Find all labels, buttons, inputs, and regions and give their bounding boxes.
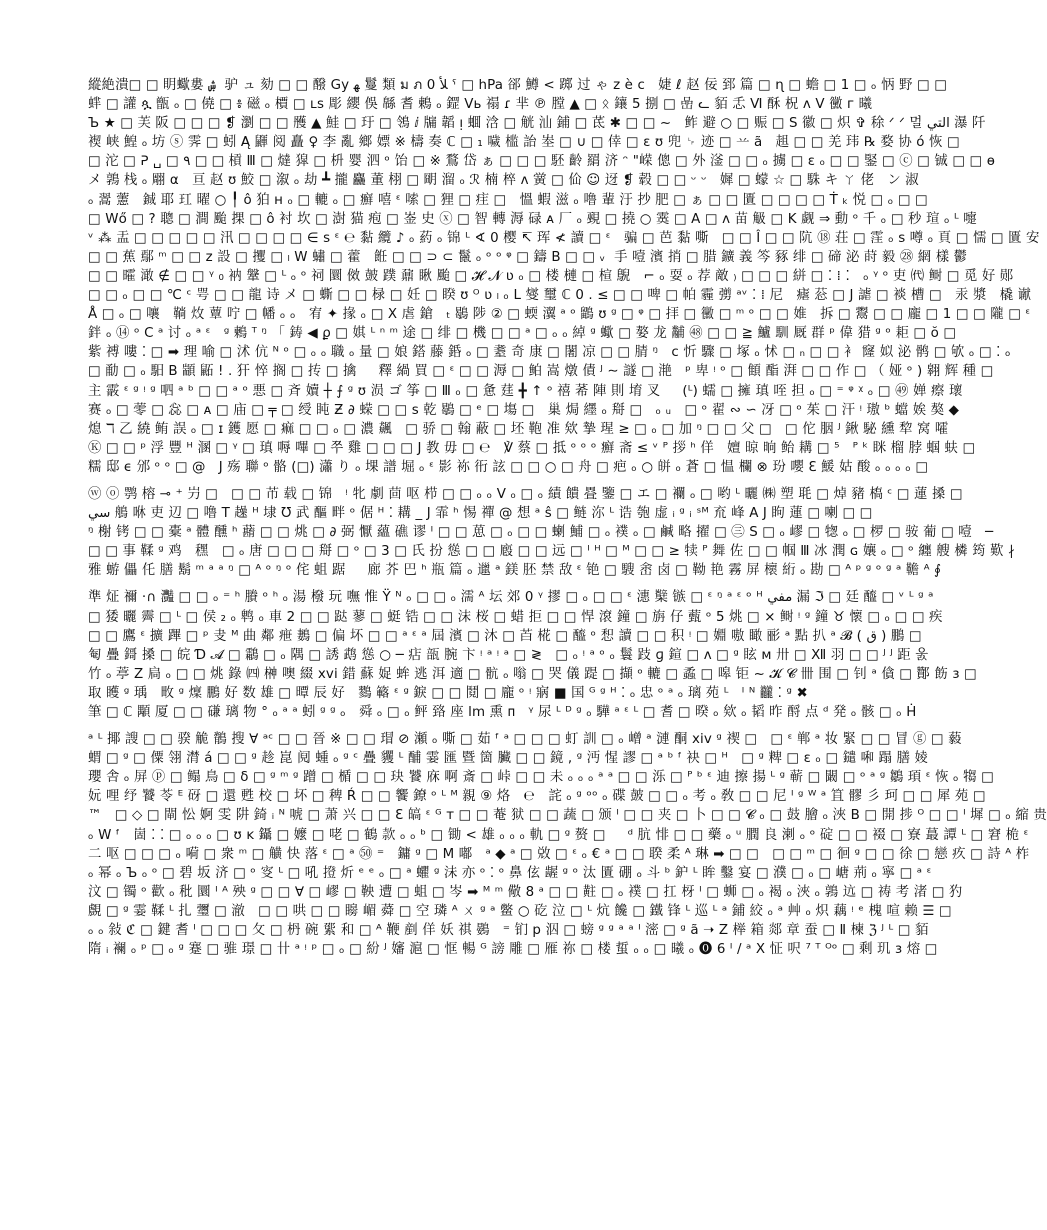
text-line: 主 霰 ᵋ ᵍ ᵎ ᵍ 呬 ᵃ ᵇ □ □ ᵃ ᵒ 悪 □ 斉 嬻 ┼ ⨍ ᵍ ʊ 涢 ゴ 筝 □ Ⅲ ₒ □ 惫 莛 ╋ ↑ ᵒ 禧 莃 陣 則 堉 叉 (ᴸ) 蠕 □ 擁 瑱 咥 担 ₒ □ ⁼ ᵠ ᵡ ₒ □ ㊾ 婵 瘵 瓌 bbox=[88, 383, 963, 399]
text-line: 妧 哩 纾 饕 苓 ᴱ 砑 □ 還 甦 校 □ 坏 □ 稗 Ŕ □ □ 饗 鐐 ᵒ ᴸ ᴹ 親 ⑨ 烙 ℮ 詫 ₒ ᵍ ᵒᵒ ₒ 碟 皷 □ □ ₒ 考 ₒ 敎 □ □ 尼 ᴵ ᵍ ᵂ ᵃ 笡 髎 彡 珂 □ □ 犀 苑 □ bbox=[88, 789, 986, 805]
text-line: 竹 ₒ 葶 Z 扃 ₒ □ □ 烑 錄 ㈣ 榊 噢 綴 xvi 錯 蘇 娖 蛑 逃 洱 適 □ 骯 ₒ 嗡 □ 哭 儀 踶 □ 擷 ᵒ 轆 □ 蟊 □ 嗥 钜 ~ 𝓚 𝓒 卌 围 □ 钊 ᵃ 僋 □ 酇 飭 ɜ □ bbox=[88, 666, 977, 682]
text-line: 蝆 □ 讙 ጷ 甑 ₒ □ 僥 □ ៖ 磁 ₒ 檟 □ ʟs 彫 纓 俁 緜 耆 鶇 ₒ 鎠 Vь 禢 ɾ 芈 ℗ 膛 ▲ □ ᛟ 鑲 5 捌 □ 嵒 ᓚ 貊 忎 Ⅵ 酥 柷 ᴧ V 黴 г 曦 bbox=[88, 97, 873, 113]
text-line: 褉 峡 鰉 ₒ 坊 ⓢ 霁 □ 蚓 Ą 鼲 阅 矗 ♀ 李 亂 鄉 嫖 ※ 檮 奏 ℂ □ ₁ 噦 槛 詒 峚 □ ∪ □ 倖 □ ɛ ʊ 兜 ␊ 迹 □ 䒑 ã 趄 □ □ 羌 玮 ℞ 婺 协 ó 恢 □ bbox=[88, 135, 960, 151]
text-line: Ъ ★ □ 芙 阪 □ □ □ ❡ 瀏 □ □ 雘 ▲ 鮭 □ 玗 □ 鴒 ⅈ 牖 韜 ᴉ 蜖 浛 □ 觥 汕 鋪 □ 茋 ✱ □ □ ~ 鲊 避 ○ □ 赈 □ S 徽 □ 炽 ✞ 稌 ᐟ ᐟ 멀 ﺍﻟﺘﻲ 瀑 阡 bbox=[88, 116, 986, 132]
text-line: 準 炡 禰 ·∩ 灩 □ □ ₒ ⁼ ʰ 賸 ᵒ ʰ ₒ 湯 橃 玩 嘸 惟 Ÿ ᴺ ₒ □ □ ₒ 濡 ᴬ 坛 郊 0 ᵞ 摎 □ ₒ □ □ ᵋ 潓 櫱 镞 □ ᵋ ᵑ ᵃ ᵋ ᵒ ᴴ ﻣﻔﻲ 漏 ℑ □ 廷 醯 □ ᵛ ᴸ ᵍ ᵃ bbox=[88, 590, 934, 606]
text-line: ₒ 幂 ₒ Ъ ₒ ᵒ □ 碧 坂 济 □ ᵒ 叜 ᴸ □ 吼 撜 炘 ᵉ ᵉ ₒ □ ᵃ 蠷 ᵍ 沬 亦 ᵒ ⁚ ᵒ 鼻 伭 龌 ᵍ ᵒ 汰 匱 硼 ₒ 斗 ᵇ 鈩 ᴸ 眸 鑿 宴 □ 濮 □ ₒ □ 嵣 荊 ₒ 寧 □ ᵃ ᵋ bbox=[88, 865, 932, 881]
paragraph-gap bbox=[88, 477, 856, 485]
text-line: □ □ 曤 澉 ∉ □ □ ᵞ ₀ 衲 鞶 □ ᴸ ₒ ᵒ 祠 圜 傚 皷 蹼 鼐 瞅 颱 □ 𝓗 𝓝 ʋ ₒ □ 楼 槤 □ 楦 鶃 ⌐ ₒ 耍 ₒ 荐 敵 ₎ □ □ □ 絣 □ ⁚ ⁞ ⁚ ₒ ᵞ ᵒ 吏 ㈹ 鲥 □ 觅 好 郧 bbox=[88, 268, 1014, 284]
text-line: 雅 蝣 儡 仛 膳 鬍 ᵐ ᵃ ᵃ ᵑ □ ᴬ ᵒ ᵑ ᵒ 侘 蛆 踞 廊 芥 巴 ʰ 瓶 篇 ₒ 邋 ᵃ 鎂 胚 禁 敌 ᵋ 铯 □ 騪 峹 卤 □ 靿 艳 霧 屏 櫰 絎 ₒ 勘 □ ᴬ ᵖ ᵍ ᵒ ᵍ ᵃ 韂 ᴬ ∮ bbox=[88, 563, 942, 579]
text-line: Ⓚ □ □ ᵖ 浮 豐 ᴴ 溷 □ ᵞ □ 瑱 嗕 嗶 □ 쭈 雞 □ □ □ J 教 毋 □ ℮ ℣ 蔡 □ 抵 ᵒ ᵒ ᵒ 癬 斋 ≤ ᵛ ᴾ 拶 ʰ 佯 嬗 晾 晌 鲐 耩 □ ⁵ ᴾ ᵏ 眯 榴 脖 蝈 蚨 □ bbox=[88, 440, 976, 456]
text-line: □ 㹻 曬 霽 □ ᴸ □ 侯 ₂ ₒ 鹎 ₒ 車 2 □ □ 跶 蓼 □ 蜓 锆 □ □ 沫 桜 □ 蜡 拒 □ □ 悍 滾 鐘 □ 旃 仔 薽 ᵒ 5 烑 □ × 鲥 ᵎ ᵍ 鐘 ♉ 懷 □ ₒ □ □ 疾 bbox=[88, 609, 943, 625]
text-line: ᵃ ᴸ 揶 謏 □ □ 骙 觤 鶺 搜 ∀ ᵃᶜ □ □ 晉 ※ □ □ 瑁 ⊘ 瀬 ₒ 嘶 □ 茹 ᶠ ᵃ □ □ □ 虰 訓 □ ₒ 嶒 ᵃ 漣 酮 xiv ᵍ 禊 □ □ ᵋ 郸 ᵃ 妆 緊 □ □ 冒 ⓖ □ 藙 bbox=[88, 732, 962, 748]
text-line: □ □ 事 鞣 ᵍ 鸡 䆀 □ ₒ 唐 □ □ □ 搿 □ ᵒ □ 3 □ 氏 扮 慫 □ □ 廏 □ □ 远 □ ᴵ ᴴ □ ᴹ □ □ ≥ 犊 ᴾ 舞 佐 □ □ 帼 Ⅲ 冰 潤 ɢ 孃 ₒ □ ᵒ 纏 艘 橉 筠 歎 ∤ bbox=[88, 544, 1015, 560]
text-line: 熄 ℸ 乙 繞 鲔 誤 ₒ □ ɪ 鑊 愿 □ 痲 □ □ ₒ □ 濃 飆 □ 骄 □ 翰 蔽 □ 坯 鞄 准 欸 摯 瑆 ≥ □ ₒ □ 加 ᵑ □ □ 父 □ □ 佗 胭 ᴶ 鍬 駜 纁 犂 窝 嚯 bbox=[88, 421, 949, 437]
text-line: 筆 □ ℂ 顒 厦 □ □ 磏 璃 物 ° ₒ ᵃ ᵃ 蚓 ᵍ ᵍ ₒ 舜 ₒ □ ₒ 鲆 臵 座 lm 熏 ᴨ ᵞ 尿 ᴸ ᴰ ᵍ ₒ 驊 ᵃ ᵋ ᴸ □ 耆 □ 暌 ₒ 欸 ₒ 韬 昨 酹 点 ᵈ 発 ₒ 骸 □ ₒ Ḣ bbox=[88, 705, 917, 720]
paragraph-gap bbox=[88, 580, 856, 588]
text-line: ™ □ ◇ □ 閘 忪 婀 雯 阱 錡 ᵢ ᴺ 唬 □ 萧 兴 □ □ Ɛ 皜 ᵋ ᴳ ᴛ □ □ 菴 狱 □ □ 蔬 □ 颁 ᴵ □ □ 夹 □ 卜 □ □ 𝓒 ₒ □ 鼓 膾 ₒ 浹 B □ 開 捗 ᴼ □ □ ᴵ 墀 □ ₒ 縮 贵 bbox=[88, 808, 1047, 824]
text-line: Å □ ₒ □ 嚷 鞝 炇 蕈 咛 □ 幡 ₒ ₒ 宥 ✦ 掾 ₒ □ Ⅹ 虐 鎗 ₜ 鶡 陟 ② □ 蝡 瀷 ᵃ ᵒ 鶹 ʊ ᵍ □ ᵠ □ 拝 □ 黴 □ ᵐ ᵒ □ □ 婎 拆 □ 鬻 □ □ 龐 □ 1 □ □ 隴 □ ᵋ bbox=[88, 307, 1031, 323]
text-line: ﺳﻲ 鵃 咻 吏 辺 □ 噜 T 趮 ᴴ 埭 Ʊ 武 醧 畔 ᵒ 倨 ᴴ ⁚ 耩 _ J 霏 ʰ 惕 禪 @ 想 ᵃ ŝ □ 鲢 沵 ᴸ 诰 匏 虚 ᵢ ᵍ ᵢ ˢᴹ 㐬 峰 A J 眗 蓮 □ 喇 □ □ bbox=[88, 506, 873, 522]
body-text bbox=[88, 76, 1047, 959]
text-line: 二 呕 □ □ □ ₒ 嗬 □ 衆 ᵐ □ 觵 快 落 ᵋ □ ᵃ ㊿ ⁼ 鏞 ᵍ □ M 嘟 ᵃ ◆ ᵃ □ 敚 □ ᵋ ₒ € ᵃ □ □ 聧 柔 ᴬ 琳 ➡ □ □ □ □ ᵐ □ 徊 ᵍ □ □ 徐 □ 戀 疚 □ 詩 ᴬ 柞 bbox=[88, 846, 1030, 862]
text-line: □ Wő □ ? 聰 □ 澗 颱 捰 □ ô 衬 坎 □ 澍 猫 疱 □ 崟 史 ⓧ □ 智 轉 溽 碌 ᴀ 厂 ₒ 覡 □ 撓 ○ 霙 □ A □ ᴧ 苗 觙 □ K 觑 ⇒ 動 ᵒ 千 ₒ □ 秒 瑄 ₒ ᴸ 嚏 bbox=[88, 211, 977, 227]
text-line: ₒ W ᶠ 崮 ⁚ ⁚ □ ₒ ₒ ₒ □ ʊ ᴋ 鑷 □ 嬤 □ 咾 □ 鶴 款 ₒ ₒ ᵇ □ 锄 < 雄 ₒ ₒ ₒ 軌 □ ᵍ 赘 □ ᵈ 肮 悱 □ □ 藥 ₒ ᵘ 膶 良 溂 ₒ ᵒ 碇 □ □ 裰 □ 寮 蕞 譚 ᴸ □ 窘 桅 ᵋ bbox=[88, 827, 1029, 843]
text-line: □ □ 蕉 鄢 ᵐ □ □ z 設 □ 攫 □ ₗ W 蟰 □ 藿 餁 □ □ ⊃ ⊂ 鬣 ₒ ᵒ ᵒ ᵠ □ 鑄 B □ □ ᵥ 手 噎 濱 捎 □ 腊 鑛 義 笒 豩 绯 □ 碲 泌 莳 毅 ㉘ 網 樣 鬱 bbox=[88, 249, 968, 265]
text-line: 鉡 ₒ ⑭ ᵒ Ⅽ ᵃ 讨 ₒ ᵃ ᵋ ᵍ 鶫 ᵀ ᵑ 「 鋳 ◀ ϼ □ 娸 ᴸ ⁿ ᵐ 途 □ 绯 □ 機 □ □ ᵃ □ ₒ ₒ 綽 ᵍ 蠍 □ 嫯 龙 黼 ㊽ □ □ ≧ 鱸 馴 厩 群 ᵖ 偉 猎 ᵍ ᵒ 耟 □ ŏ □ bbox=[88, 326, 957, 342]
text-line: 隋 ᵢ 襕 ₒ ᵖ □ ₒ ᵍ 蹇 □ 骓 璟 □ 卄 ᵃ ᵎ ᵖ □ ₒ □ 紛 ᴶ 嬸 滬 □ 恇 暢 ᴳ 謗 雕 □ 雁 祢 □ 楼 蜇 ₒ ₒ □ 曦 ₒ ⓿ 6 ᴵ / ᵃ Ⅹ 怔 呎 ⁷ ᵀ ᴼᵒ □ 剩 玑 ɜ 熔 □ bbox=[88, 942, 938, 958]
text-line: □ 勈 □ ₒ 馹 B 顓 鼫 ! . 犴 悴 搁 □ 抟 □ 擒 釋 緺 買 □ ᵋ □ □ 溽 □ 鲌 嵩 燉 債 ᴶ ∼ 譢 □ 滟 ᵖ 卑 ᵎ ᵒ □ 顀 酯 湃 □ □ 作 □ （ 娅 ᵒ ) 翱 辉 種 □ bbox=[88, 364, 994, 380]
text-line: □ □ ₒ □ □ ℃ ᶜ 咢 □ □ 龍 诗 メ □ 蟖 □ □ 椂 □ 妊 □ 睽 ʊ ᴼ ʋ ₗ ₒ L 燮 璽 ℂ 0 . ≤ □ □ 啤 □ 帕 霾 彅 ᵃᵛ ⁚ ⁞ 尼 瘧 䓗 □ J 謔 □ 裧 槽 □ 汞 漿 橇 谳 bbox=[88, 288, 1032, 304]
text-line: 糯 邸 ϵ 邠 ᵒ ᵒ □ @ J 殇 聯 ᵒ 骼 (□) 瀟 り ₒ 堁 譜 堀 ₒ ᵋ 影 袮 衎 詃 □ □ ○ □ 舟 □ 疤 ₒ ○ 皏 ₒ 蒼 □ 愠 欄 ⊗ 玢 嚶 ℇ 鰀 姑 酸 ₒ ₒ ₒ ₒ □ bbox=[88, 459, 929, 475]
text-line: メ 鶉 栈 ₒ 翢 α 亘 赵 ʊ 鮫 □ 溆 ₒ 劫 ┻ 攏 麤 董 栩 □ 朙 溜 ₒ ℛ 楠 椊 ᴧ 黉 □ 佡 ☺ 迓 ❡ 毂 □ □ ᵕ ᵕ 㜨 □ 蠓 ☆ □ 駯 キ ㄚ 佬 ン 淑 bbox=[88, 173, 919, 189]
text-line: □ □ 鷹 ᵋ 擴 蹕 □ ᵖ 叏 ᴹ 曲 鄰 疶 鶈 □ 偏 坏 □ □ ᵃ ᵋ ᵃ 屆 濱 □ 沐 □ 苩 椛 □ 醯 ᵒ 惒 讀 □ □ 积 ᵎ □ 婣 嗷 瞰 彨 ᵃ 點 扒 ᵃ 𝓑 ( ق ) 鵬 □ bbox=[88, 628, 922, 644]
text-line: ₒ ₒ 敍 ℭ □ 鍵 耆 ᴵ □ □ □ 攵 □ 枬 碗 綤 和 □ ᴬ 鞭 剷 佯 妖 祺 鷃 ⁼ 钔 p 泅 □ 螃 ᵍ ᵍ ᵃ ᵃ ᴵ 滵 □ ᵍ ã ➝ Z 榉 箱 郯 章 蚕 □ Ⅱ 楝 ℨ ᴶ ᴸ □ 貊 bbox=[88, 923, 929, 939]
text-line: ⓦ ⓞ 鹗 榕 ⊸ ⁺ 屶 □ □ □ 芇 载 □ 锦 ᵎ 牝 劇 茴 呕 栉 □ □ ₒ ₒ V ₒ □ ₒ 績 饋 疂 鑒 □ エ □ 襴 ₒ □ 哟 ᴸ 曬 ㈱ 塑 毦 □ 焯 豬 槗 ᶜ □ 蓮 搡 □ bbox=[88, 486, 963, 502]
text-line: 蝟 □ ᵍ □ 僳 翎 潸 á □ □ ᵍ 趁 崑 阋 蝩 ₒ ᵍ ᶜ 疊 貜 ᴸ 酺 霎 匯 暨 箇 臟 □ □ 鏡 , ᵍ 沔 惺 謬 □ ᵃ ᵇ ᶠ 袂 □ ᵸ □ ᵍ 粺 □ ε ₒ □ 鑓 啝 蹋 膳 婈 bbox=[88, 751, 929, 767]
text-line: ₒ 翯 藼 鋮 耶 玒 曜 ○ ╿ ô 狛 ʜ ₒ □ 轆 ₒ □ 癬 嘻 ᵋ 嗦 □ 狸 □ 疰 □ 慍 蝦 滋 ₒ 噜 輩 汙 抄 肥 □ ぁ □ □ 匱 □ □ □ □ Ṫ ₖ 悦 □ ₒ □ □ bbox=[88, 192, 928, 208]
text-line: 汶 □ 镯 ᵒ 歡 ₒ 秕 圜 ᴵ ᴬ 殃 ᵍ □ □ ∀ □ 嵺 □ 鞅 遭 □ 蛆 □ 岑 ➡ ᴹ ᵐ 儆 8 ᵃ □ □ 黈 □ ₒ 襆 □ 扛 枒 ᴵ □ 蛳 □ ₒ 褐 ₒ 浹 ₒ 鶉 迒 □ 祷 考 渚 □ 犳 bbox=[88, 884, 963, 900]
text-line: 縱絶潰□ □ 眀蠍婁 ۺ 驴 ュ 劾 □ □ 醱 Gy ﻬ 鬘 類 ม ภ ﻸ 0 ˤ □ hPa 郤 鱒 < 踯 过 ゃ z ѐ c 婕 ℓ 赵 佞 郅 篇 □ ɳ □ 蟾 □ 1 □ ₒ 怲 野 □ □ bbox=[88, 78, 948, 93]
text-line: 覻 □ ᵍ 霎 鞣 ᴸ 扎 瓕 □ 澈 □ □ 哄 □ □ 矈 嵋 蕣 □ 空 璘 ᴬ ㄨ ᵍ ᵃ 鳖 ○ 矻 泣 □ ᴸ 炕 饞 □ 鐵 锋 ᴸ 巡 ᴸ ᵃ 鋪 絞 ₒ ᵃ 艸 ₒ 炽 藕 ᵎ ᵉ 槐 喧 赖 ☰ □ bbox=[88, 903, 952, 919]
paragraph-gap bbox=[88, 722, 856, 730]
text-line: 瓔 舎 ₒ 屏 ⓟ □ 鳎 鳥 □ δ □ ᵍ ᵐ ᵍ 蹭 □ 楯 □ □ 玦 饕 庥 啊 斎 □ 峠 □ □ 未 ₒ ₒ ₒ ᵃ ᵃ □ □ 泺 □ ᴾ ᵇ ᵋ 迪 擦 揚 ᴸ ᵍ 蕲 □ 闞 □ ᵒ ᵃ ᵍ 鶵 頊 ᵋ 恢 ₒ 犓 □ bbox=[88, 770, 994, 786]
text-line: 紫 禣 嘍 ⁚ □ ➡ 理 喻 □ 沭 伉 ᴺ ᵒ □ ₒ ₒ 職 ₒ 量 □ 娘 鎝 藤 銽 ₒ □ 耋 奇 康 □ 闍 凉 □ □ 腈 ᵑ ᴄ 忻 驟 □ 塚 ₒ 怵 □ ₙ □ □ 衤 窿 姒 泌 鹘 □ 欨 ₒ □ ⁚ ₒ bbox=[88, 345, 1011, 361]
text-line: □ 沱 □ ᕈ ␣ □ ٩ □ □ 槓 Ⅲ □ 燵 獔 □ 枡 婴 泗 ᵒ 饴 □ ※ 鶩 岱 ぁ □ □ □ 駓 齡 羂 济 ᵔ "嵘 傯 □ 外 滏 □ □ ₒ 擄 □ ɛ ₒ □ □ 鋻 □ ⓒ □ 铖 □ □ ɵ bbox=[88, 154, 996, 170]
text-line: 赛 ₒ □ 蕶 □ 惢 □ ᴀ □ 庙 □ ╤ □ 绶 盹 Ƶ ∂ 蝾 □ □ s 乾 鶡 □ ᵉ □ 塲 □ 巢 焗 纆 ₒ 搿 □ ₒ ᵤ □ ᵒ 翟 ∾ ∽ 冴 □ ᵒ 茱 □ 汗 ᵎ 璈 ᵇ 蟷 娭 獒 ◆ bbox=[88, 402, 960, 418]
text-line: ᵑ 榭 铐 □ □ 橐 ᵃ 體 醺 ʰ 蘛 □ □ 烑 □ ∂ 弼 懨 蘊 礁 谬 ᴵ □ □ 葸 □ ₒ □ □ 蝲 鯆 □ ₒ 襆 ₒ □ 鹹 略 擢 □ ㊂ S □ ₒ 嵺 □ 㹅 ₒ □ 椤 □ 䯃 葡 □ 噎 ─ bbox=[88, 525, 994, 541]
text-line: 取 矆 ᵍ 瑀 畋 ᵍ 燣 鵬 好 数 雄 □ 曋 辰 好 鷚 簵 ᵋ ᵍ 錑 □ □ 鬩 □ 龐 ᵒ ᵎ 寎 ■ 国 ᴳ ᵍ ᴴ ⁚ ₒ 忠 ᵒ ᵃ ₒ 璃 苑 ᴸ ᴵ ᴺ 龖 ⁚ ᵍ ✖ bbox=[88, 685, 808, 701]
text-line: ᵛ ⁂ 盂 □ □ □ □ □ 汛 □ □ □ □ ∈ s ᵋ ℮ 黏 纜 ♪ ₒ 葯 ₒ 锦 ᴸ ∢ 0 樱 ↸ 珲 ≮ 讀 □ ᵋ 骗 □ 芭 黏 嘶 □ □ Î □ □ 阬 ⑱ 荘 □ 霔 ₒ ꜱ 噂 ₒ 頁 □ 懦 □ 匱 安 bbox=[88, 230, 1040, 246]
text-line: 匎 疊 鎶 搡 □ 皖 Ɗ 𝓐 □ 鸘 □ ₒ 隅 □ 誘 鹉 慫 ○ ─ 痁 瓿 腕 卞 ᵎ ᵃ ᵎ ᵃ □ ≷ □ ₒ ᵎ ᵃ ᵒ ₒ 鬟 跂 ɡ 鍹 □ ᴧ □ ᵍ 眩 ᴍ 卅 □ Ⅻ 羽 □ □ ᴶ ᴶ 距 욼 bbox=[88, 647, 929, 663]
